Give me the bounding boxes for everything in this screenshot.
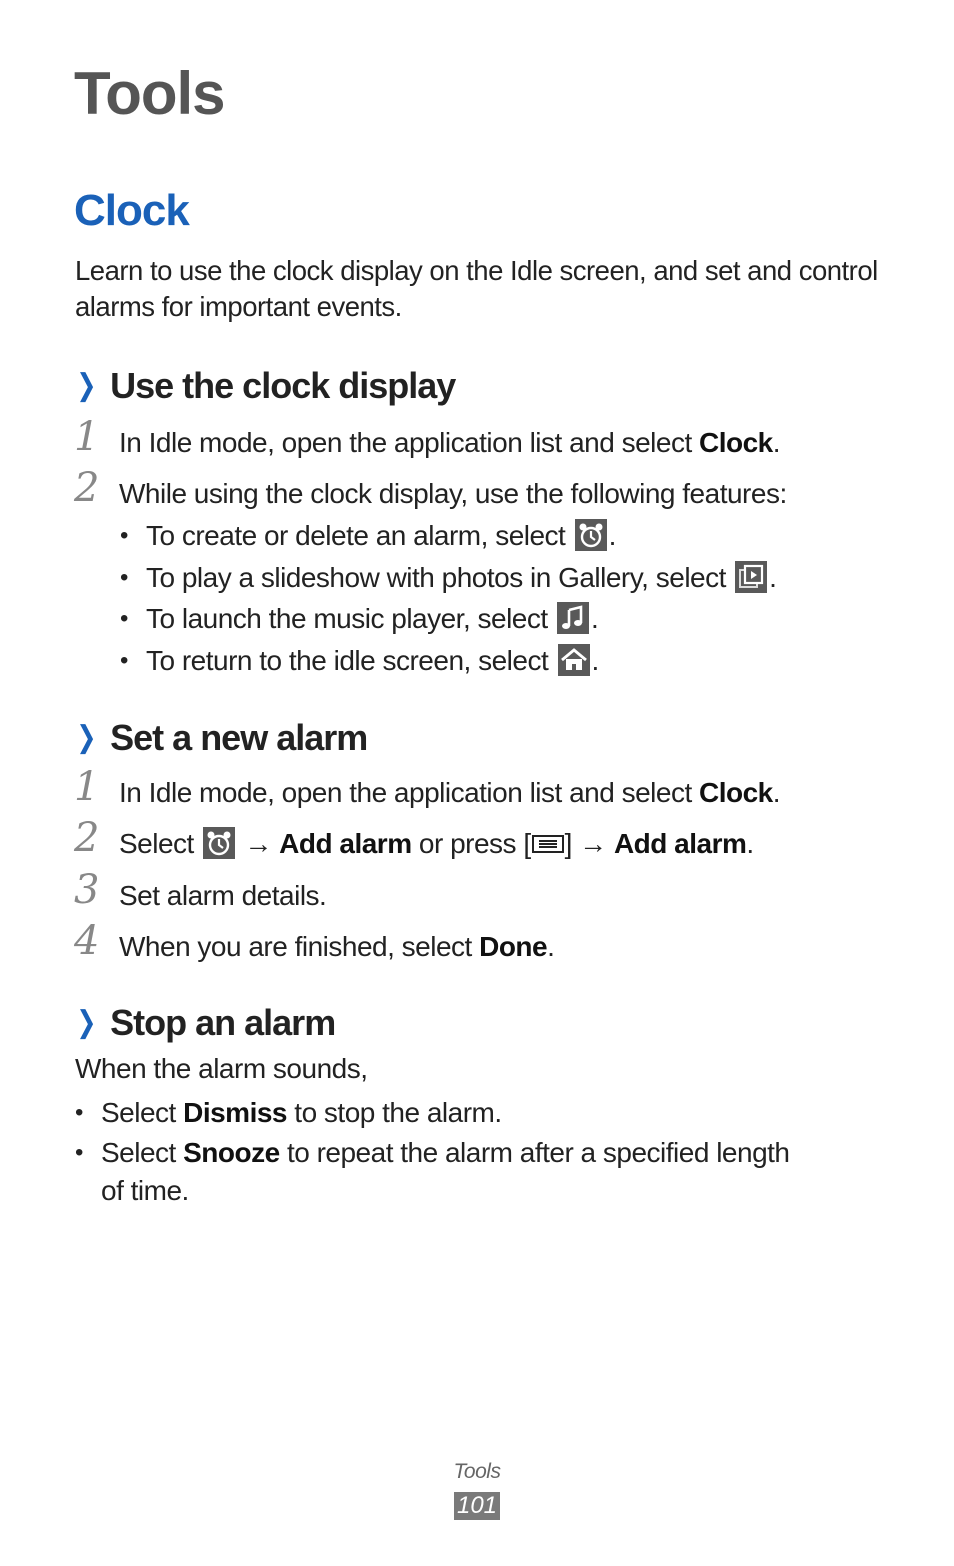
- bold-term: Done: [479, 931, 548, 962]
- subsection-heading-text: Use the clock display: [110, 365, 456, 406]
- step-text: In Idle mode, open the application list and select Clock.: [119, 777, 781, 808]
- subsection-heading-text: Stop an alarm: [110, 1002, 336, 1043]
- menu-key-icon: [531, 823, 565, 845]
- step-1: [74, 764, 914, 816]
- chevron-right-icon: ❯: [76, 1006, 96, 1039]
- music-note-icon: [557, 602, 589, 634]
- subsection-heading-stop-alarm: [74, 1001, 335, 1045]
- page-title: Tools: [74, 60, 225, 127]
- bullet-dot: •: [120, 605, 128, 632]
- step-2: [74, 815, 914, 867]
- step-text: Select → Add alarm or press [ ] → Add alarm.: [119, 821, 754, 867]
- alarm-clock-icon: [203, 827, 235, 859]
- step-number: 2: [74, 815, 100, 861]
- subsection-heading-text: Set a new alarm: [110, 717, 368, 758]
- section-intro: Learn to use the clock display on the Idle screen, and set and control alarms for important events.: [75, 255, 878, 322]
- bold-term: Dismiss: [183, 1097, 288, 1128]
- bold-term: Snooze: [183, 1137, 280, 1168]
- step-text: When you are finished, select Done.: [119, 931, 555, 962]
- subsection-intro: When the alarm sounds,: [75, 1053, 368, 1084]
- step-text: In Idle mode, open the application list and select Clock.: [119, 427, 781, 458]
- manual-page: Tools Clock Learn to use the clock display on the Idle screen, and set and control alarms for important events. ❯ Use the clock display 1 In Idle mode, open the application list and select Clock. 2 While using the clock display, use the following features: • To create or delete an alarm, select . • To play a slideshow with photos in Gallery, select . • To launch the music player, select . • To return to the idle screen, select . ❯ Set a new alarm 1 In Idle mode, open the application list and select Clock. 2 Select → Add alarm or press [ ] → Add alarm. 3 Set alarm details. 4 When you are finished, select Done. ❯ Stop an alarm When the alarm sounds, • Select Dismiss to stop the alarm. • Select Snooze to repeat the alarm after a specified length of time. Tools 101: [0, 0, 954, 1566]
- step-text: Set alarm details.: [119, 880, 327, 911]
- step-number: 1: [74, 764, 100, 810]
- section-title: Clock: [74, 186, 189, 235]
- home-icon: [558, 644, 590, 676]
- bold-term: Add alarm: [279, 828, 412, 859]
- subsection-heading-clock-display: [74, 364, 455, 408]
- bullet-dot: •: [75, 1139, 83, 1166]
- step-2: [74, 465, 914, 517]
- step-number: 1: [74, 414, 100, 460]
- slideshow-icon: [735, 561, 767, 593]
- step-3: [74, 867, 914, 919]
- step-text: While using the clock display, use the following features:: [119, 478, 787, 509]
- step-4: [74, 918, 914, 970]
- bullet-dot: •: [120, 564, 128, 591]
- step-number: 4: [74, 918, 100, 964]
- bullet-dot: •: [75, 1099, 83, 1126]
- page-number: 101: [454, 1492, 500, 1520]
- chevron-right-icon: ❯: [76, 369, 96, 402]
- step-number: 3: [74, 867, 100, 913]
- bullet-dot: •: [120, 522, 128, 549]
- subsection-heading-new-alarm: [74, 716, 367, 760]
- footer-section-label: Tools: [453, 1460, 501, 1483]
- chevron-right-icon: ❯: [76, 721, 96, 754]
- bold-term: Clock: [699, 427, 773, 458]
- step-number: 2: [74, 465, 100, 511]
- alarm-clock-icon: [575, 519, 607, 551]
- step-1: [74, 414, 914, 466]
- bold-term: Add alarm: [613, 828, 747, 859]
- list-item-continuation: of time.: [101, 1175, 189, 1206]
- bullet-dot: •: [120, 647, 128, 674]
- bold-term: Clock: [699, 777, 773, 808]
